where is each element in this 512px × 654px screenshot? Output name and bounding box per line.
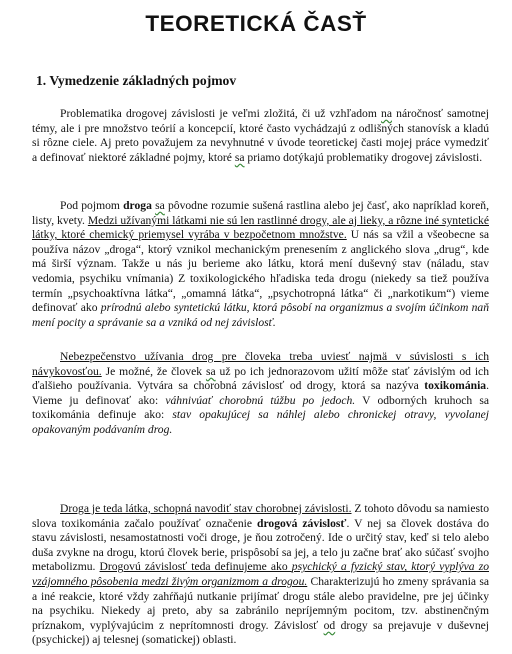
p3-text-d: . Vieme ju definovať ako: (32, 379, 489, 407)
p4-definition: psychický a fyzický stav, ktorý vyplýva zo vzájomného pôsobenia medzi živým organizmom a drogou. (32, 560, 489, 588)
p3-text-a: Je možné, že človek (101, 364, 206, 378)
p4-underlined-sentence: Droga je teda látka, schopná navodiť stav chorobnej závislosti. (60, 502, 352, 515)
p1-text-b: na (381, 107, 392, 120)
paragraph-2 (32, 199, 489, 330)
p1-text-d: sa (234, 150, 245, 164)
p2-underlined-sentence: Medzi užívanými látkami nie sú len rastlinné drogy, ale aj lieky, a rôzne iné syntetické látky, ktoré chemický priemysel vyrába v bezpočetnom množstve. (32, 213, 489, 242)
p3-term-toxikomania: toxikománia (424, 379, 487, 393)
p4-underlined-lead: Drogovú závislosť teda definujeme ako (99, 560, 292, 574)
p3-text-b: sa (205, 364, 216, 378)
p1-text-a: Problematika drogovej závislosti je veľmi zložitá, či už vzhľadom (60, 107, 382, 120)
paragraph-3 (32, 350, 489, 438)
paragraph-1 (32, 107, 489, 165)
p2-text-c: sa (155, 199, 165, 212)
document-title: TEORETICKÁ ČASŤ (145, 11, 367, 36)
p3-text-e: V odborných kruhoch sa toxikománia definuje ako: (32, 393, 490, 422)
p4-text-d: od (323, 618, 336, 632)
paragraph-4 (32, 502, 489, 648)
p4-text-b: . V nej sa človek dostáva do stavu závislosti, nesamostatnosti voči droge, je ňou zotročený. Ide o určitý stav, keď si telo alebo duša zvykne na drogu, ktorú človek berie, prispôsobí sa jej, a telo ju začne brať ako súčasť svojho metabolizmu. (32, 516, 490, 574)
p3-definition-2: stav opakujúcej sa náhlej alebo chronickej otravy, vyvolanej opakovaným podávaním drog. (32, 408, 489, 436)
section-heading: 1. Vymedzenie základných pojmov (36, 73, 237, 88)
p4-text-e: drogy sa prejavuje v duševnej (psychickej) aj telesnej (somatickej) oblasti. (32, 618, 490, 647)
p4-term-drogova-zavislost: drogová závislosť (257, 516, 347, 530)
p1-text-e: priamo dotýkajú problematiky drogovej závislosti. (244, 150, 483, 164)
p2-text-d: pôvodne rozumie sušená rastlina alebo jej časť, ako napríklad koreň, listy, kvety. (32, 199, 489, 227)
p2-term-droga: droga (123, 199, 152, 212)
p1-text-c: náročnosť samotnej témy, ale i pre množstvo teórií a koncepcií, ktoré často vychádzajú z odlišných stanovísk a kladú si rôzne ciele. Aj preto považujem za nevyhnutné v úvode teoretickej časti mojej práce vymedziť a definovať niektoré základné pojmy, ktoré (32, 107, 489, 164)
p2-definition: prírodnú alebo syntetickú látku, ktorá pôsobí na organizmus a svojím účinkom naň mení pocity a správanie sa a vzniká od nej závislosť. (32, 301, 489, 329)
p4-text-c: Charakterizujú ho zmeny správania sa a iné reakcie, ktoré vždy zahŕňajú nutkanie prijímať drogu stále alebo pravidelne, pre jej účinky na psychiku. Niekedy aj preto, aby sa zabránilo nepríjemným pocitom, tzv. abstinenčným príznakom, vyplývajúcim z neprítomnosti drogy. Závislosť (32, 574, 489, 632)
p4-text-a: Z tohoto dôvodu sa namiesto slova toxikománia začalo používať označenie (32, 502, 490, 530)
p3-text-c: už po ich jednorazovom užití môže stať závislým od ich ďalšieho používania. Vytvára sa chorobná závislosť od drogy, ktorá sa nazýva (32, 364, 489, 393)
p2-text-a: Pod pojmom (60, 199, 124, 212)
p3-definition-1: váhnivúať chorobnú túžbu po jedoch. (165, 393, 356, 407)
p3-underlined-sentence: Nebezpečenstvo užívania drog pre človeka treba uviesť najmä v súvislosti s ich návykovosťou. (32, 350, 489, 378)
p2-text-e: U nás sa vžil a všeobecne sa používa názov „droga“, ktorý vznikol mechanickým prenesením z anglického slova „drug“, kde má širší význam. Takže u nás ju berieme ako látku, ktorá mení duševný stav (náladu, stav vedomia, psychiku vnímania) Z toxikologického hľadiska teda drogu (niekedy sa tiež používa termín „psychoaktívna látka“, „omamná látka“, „psychotropná látka“ či „narkotikum“) vieme definovať ako (32, 228, 490, 315)
